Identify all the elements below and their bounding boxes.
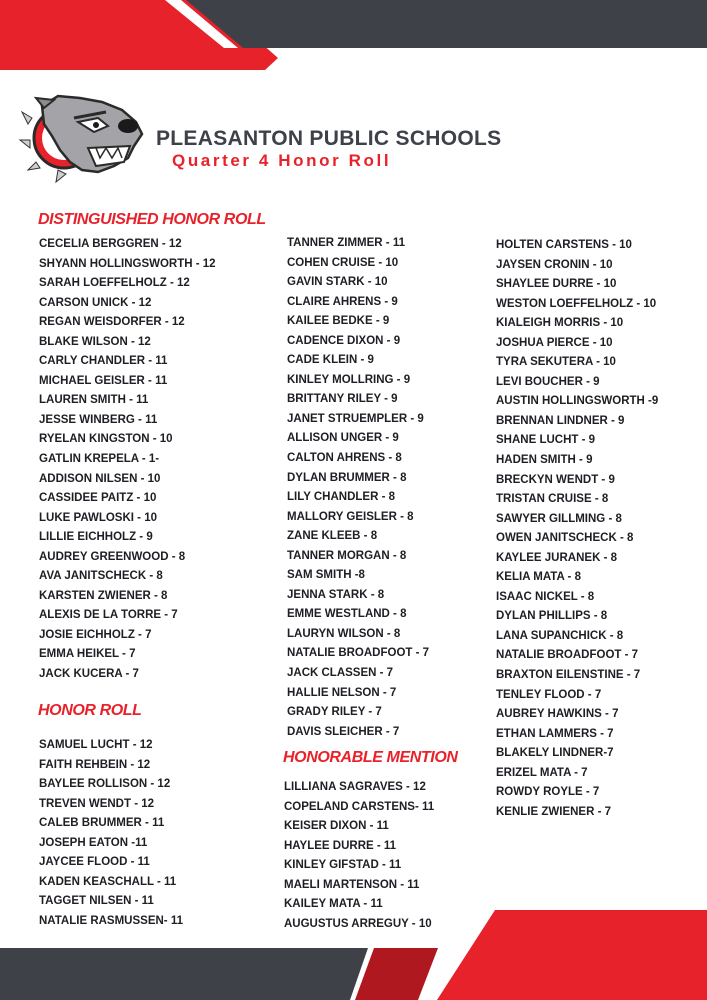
honor-roll-heading: HONOR ROLL <box>38 702 142 719</box>
honor-roll-col1-list <box>39 736 183 931</box>
bottom-dark-band <box>0 948 368 1000</box>
list-item: CASSIDEE PAITZ - 10 <box>39 492 157 505</box>
list-item: KEISER DIXON - 11 <box>284 820 389 833</box>
list-item: ALEXIS DE LA TORRE - 7 <box>39 609 178 622</box>
list-item: TANNER ZIMMER - 11 <box>287 237 405 249</box>
top-banner <box>0 0 707 80</box>
list-item: EMME WESTLAND - 8 <box>287 608 407 621</box>
list-item: CALEB BRUMMER - 11 <box>39 817 165 830</box>
list-item: JOSEPH EATON -11 <box>39 836 148 849</box>
distinguished-col2-list <box>287 234 429 742</box>
list-item: CECELIA BERGGREN - 12 <box>39 238 182 250</box>
list-item: CADE KLEIN - 9 <box>287 354 374 367</box>
list-item: ERIZEL MATA - 7 <box>496 766 588 779</box>
list-item: JOSIE EICHHOLZ - 7 <box>39 628 152 641</box>
distinguished-heading: DISTINGUISHED HONOR ROLL <box>38 211 266 228</box>
list-item: LUKE PAWLOSKI - 10 <box>39 511 157 524</box>
list-item: AUDREY GREENWOOD - 8 <box>39 550 186 563</box>
list-item: LAUREN SMITH - 11 <box>39 394 149 407</box>
list-item: DAVIS SLEICHER - 7 <box>287 725 400 738</box>
list-item: KADEN KEASCHALL - 11 <box>39 875 177 888</box>
list-item: BRITTANY RILEY - 9 <box>287 393 398 406</box>
list-item: EMMA HEIKEL - 7 <box>39 648 136 661</box>
list-item: GAVIN STARK - 10 <box>287 276 388 289</box>
list-item: KARSTEN ZWIENER - 8 <box>39 589 168 602</box>
list-item: RYELAN KINGSTON - 10 <box>39 433 173 446</box>
list-item: LEVI BOUCHER - 9 <box>496 375 600 388</box>
list-item: KELIA MATA - 8 <box>496 571 581 584</box>
list-item: MALLORY GEISLER - 8 <box>287 510 414 523</box>
list-item: HAYLEE DURRE - 11 <box>284 839 397 852</box>
list-item: BLAKE WILSON - 12 <box>39 335 151 348</box>
list-item: JENNA STARK - 8 <box>287 588 385 601</box>
list-item: NATALIE RASMUSSEN- 11 <box>39 914 183 927</box>
honorable-mention-list <box>284 778 434 934</box>
list-item: BRECKYN WENDT - 9 <box>496 473 615 486</box>
list-item: LANA SUPANCHICK - 8 <box>496 629 624 642</box>
list-item: WESTON LOEFFELHOLZ - 10 <box>496 297 657 310</box>
bottom-red-band <box>437 910 707 1000</box>
list-item: AVA JANITSCHECK - 8 <box>39 570 163 583</box>
list-item: SAMUEL LUCHT - 12 <box>39 739 153 751</box>
honor-roll-col3-list <box>496 236 658 822</box>
list-item: BRAXTON EILENSTINE - 7 <box>496 669 641 682</box>
list-item: KINLEY GIFSTAD - 11 <box>284 859 402 872</box>
list-item: SHAYLEE DURRE - 10 <box>496 278 617 291</box>
list-item: TENLEY FLOOD - 7 <box>496 688 602 701</box>
list-item: COHEN CRUISE - 10 <box>287 256 399 269</box>
list-item: TRISTAN CRUISE - 8 <box>496 493 609 506</box>
list-item: OWEN JANITSCHECK - 8 <box>496 532 634 545</box>
list-item: ISAAC NICKEL - 8 <box>496 590 595 603</box>
list-item: COPELAND CARSTENS- 11 <box>284 800 435 813</box>
list-item: NATALIE BROADFOOT - 7 <box>287 647 430 660</box>
list-item: KIALEIGH MORRIS - 10 <box>496 317 624 330</box>
list-item: SHANE LUCHT - 9 <box>496 434 596 447</box>
list-item: CARLY CHANDLER - 11 <box>39 355 168 368</box>
list-item: SAWYER GILLMING - 8 <box>496 512 622 525</box>
list-item: DYLAN PHILLIPS - 8 <box>496 610 608 623</box>
list-item: CADENCE DIXON - 9 <box>287 334 401 347</box>
list-item: ZANE KLEEB - 8 <box>287 530 378 543</box>
honorable-mention-heading: HONORABLE MENTION <box>283 749 458 766</box>
list-item: JAYSEN CRONIN - 10 <box>496 258 613 271</box>
list-item: CARSON UNICK - 12 <box>39 296 152 309</box>
list-item: TREVEN WENDT - 12 <box>39 797 155 810</box>
list-item: KENLIE ZWIENER - 7 <box>496 805 612 818</box>
list-item: BRENNAN LINDNER - 9 <box>496 414 625 427</box>
list-item: GRADY RILEY - 7 <box>287 706 382 719</box>
list-item: HALLIE NELSON - 7 <box>287 686 397 699</box>
list-item: BAYLEE ROLLISON - 12 <box>39 778 171 791</box>
list-item: JOSHUA PIERCE - 10 <box>496 336 613 349</box>
list-item: AUBREY HAWKINS - 7 <box>496 708 619 721</box>
list-item: ROWDY ROYLE - 7 <box>496 786 600 799</box>
list-item: TAGGET NILSEN - 11 <box>39 895 154 908</box>
list-item: ETHAN LAMMERS - 7 <box>496 727 614 740</box>
school-title: PLEASANTON PUBLIC SCHOOLS <box>156 127 502 150</box>
list-item: LILY CHANDLER - 8 <box>287 491 395 504</box>
list-item: DYLAN BRUMMER - 8 <box>287 471 407 484</box>
list-item: ADDISON NILSEN - 10 <box>39 472 161 485</box>
honor-roll-subtitle: Quarter 4 Honor Roll <box>172 151 392 170</box>
list-item: KAILEY MATA - 11 <box>284 898 383 911</box>
list-item: LILLIANA SAGRAVES - 12 <box>284 781 426 793</box>
list-item: MICHAEL GEISLER - 11 <box>39 374 168 387</box>
list-item: KAYLEE JURANEK - 8 <box>496 551 617 564</box>
list-item: SHYANN HOLLINGSWORTH - 12 <box>39 257 216 270</box>
top-dark-band <box>186 0 707 48</box>
list-item: AUSTIN HOLLINGSWORTH -9 <box>496 395 659 408</box>
list-item: JESSE WINBERG - 11 <box>39 413 158 426</box>
list-item: ALLISON UNGER - 9 <box>287 432 399 445</box>
list-item: LILLIE EICHHOLZ - 9 <box>39 531 153 544</box>
list-item: CALTON AHRENS - 8 <box>287 452 402 465</box>
list-item: KINLEY MOLLRING - 9 <box>287 373 411 386</box>
list-item: HOLTEN CARSTENS - 10 <box>496 239 632 251</box>
list-item: MAELI MARTENSON - 11 <box>284 878 420 891</box>
list-item: SARAH LOEFFELHOLZ - 12 <box>39 277 190 290</box>
list-item: NATALIE BROADFOOT - 7 <box>496 649 639 662</box>
list-item: KAILEE BEDKE - 9 <box>287 315 390 328</box>
list-item: LAURYN WILSON - 8 <box>287 627 401 640</box>
list-item: CLAIRE AHRENS - 9 <box>287 295 398 308</box>
list-item: JAYCEE FLOOD - 11 <box>39 856 150 869</box>
list-item: FAITH REHBEIN - 12 <box>39 758 151 771</box>
distinguished-col1-list <box>39 235 216 685</box>
list-item: SAM SMITH -8 <box>287 569 365 582</box>
list-item: GATLIN KREPELA - 1- <box>39 453 160 466</box>
list-item: REGAN WEISDORFER - 12 <box>39 316 185 329</box>
list-item: HADEN SMITH - 9 <box>496 454 593 467</box>
list-item: AUGUSTUS ARREGUY - 10 <box>284 917 432 930</box>
list-item: JACK CLASSEN - 7 <box>287 667 394 680</box>
bulldog-logo <box>18 88 146 188</box>
list-item: JANET STRUEMPLER - 9 <box>287 412 424 425</box>
list-item: TYRA SEKUTERA - 10 <box>496 356 616 369</box>
list-item: TANNER MORGAN - 8 <box>287 549 407 562</box>
list-item: BLAKELY LINDNER-7 <box>496 747 614 760</box>
list-item: JACK KUCERA - 7 <box>39 668 139 681</box>
